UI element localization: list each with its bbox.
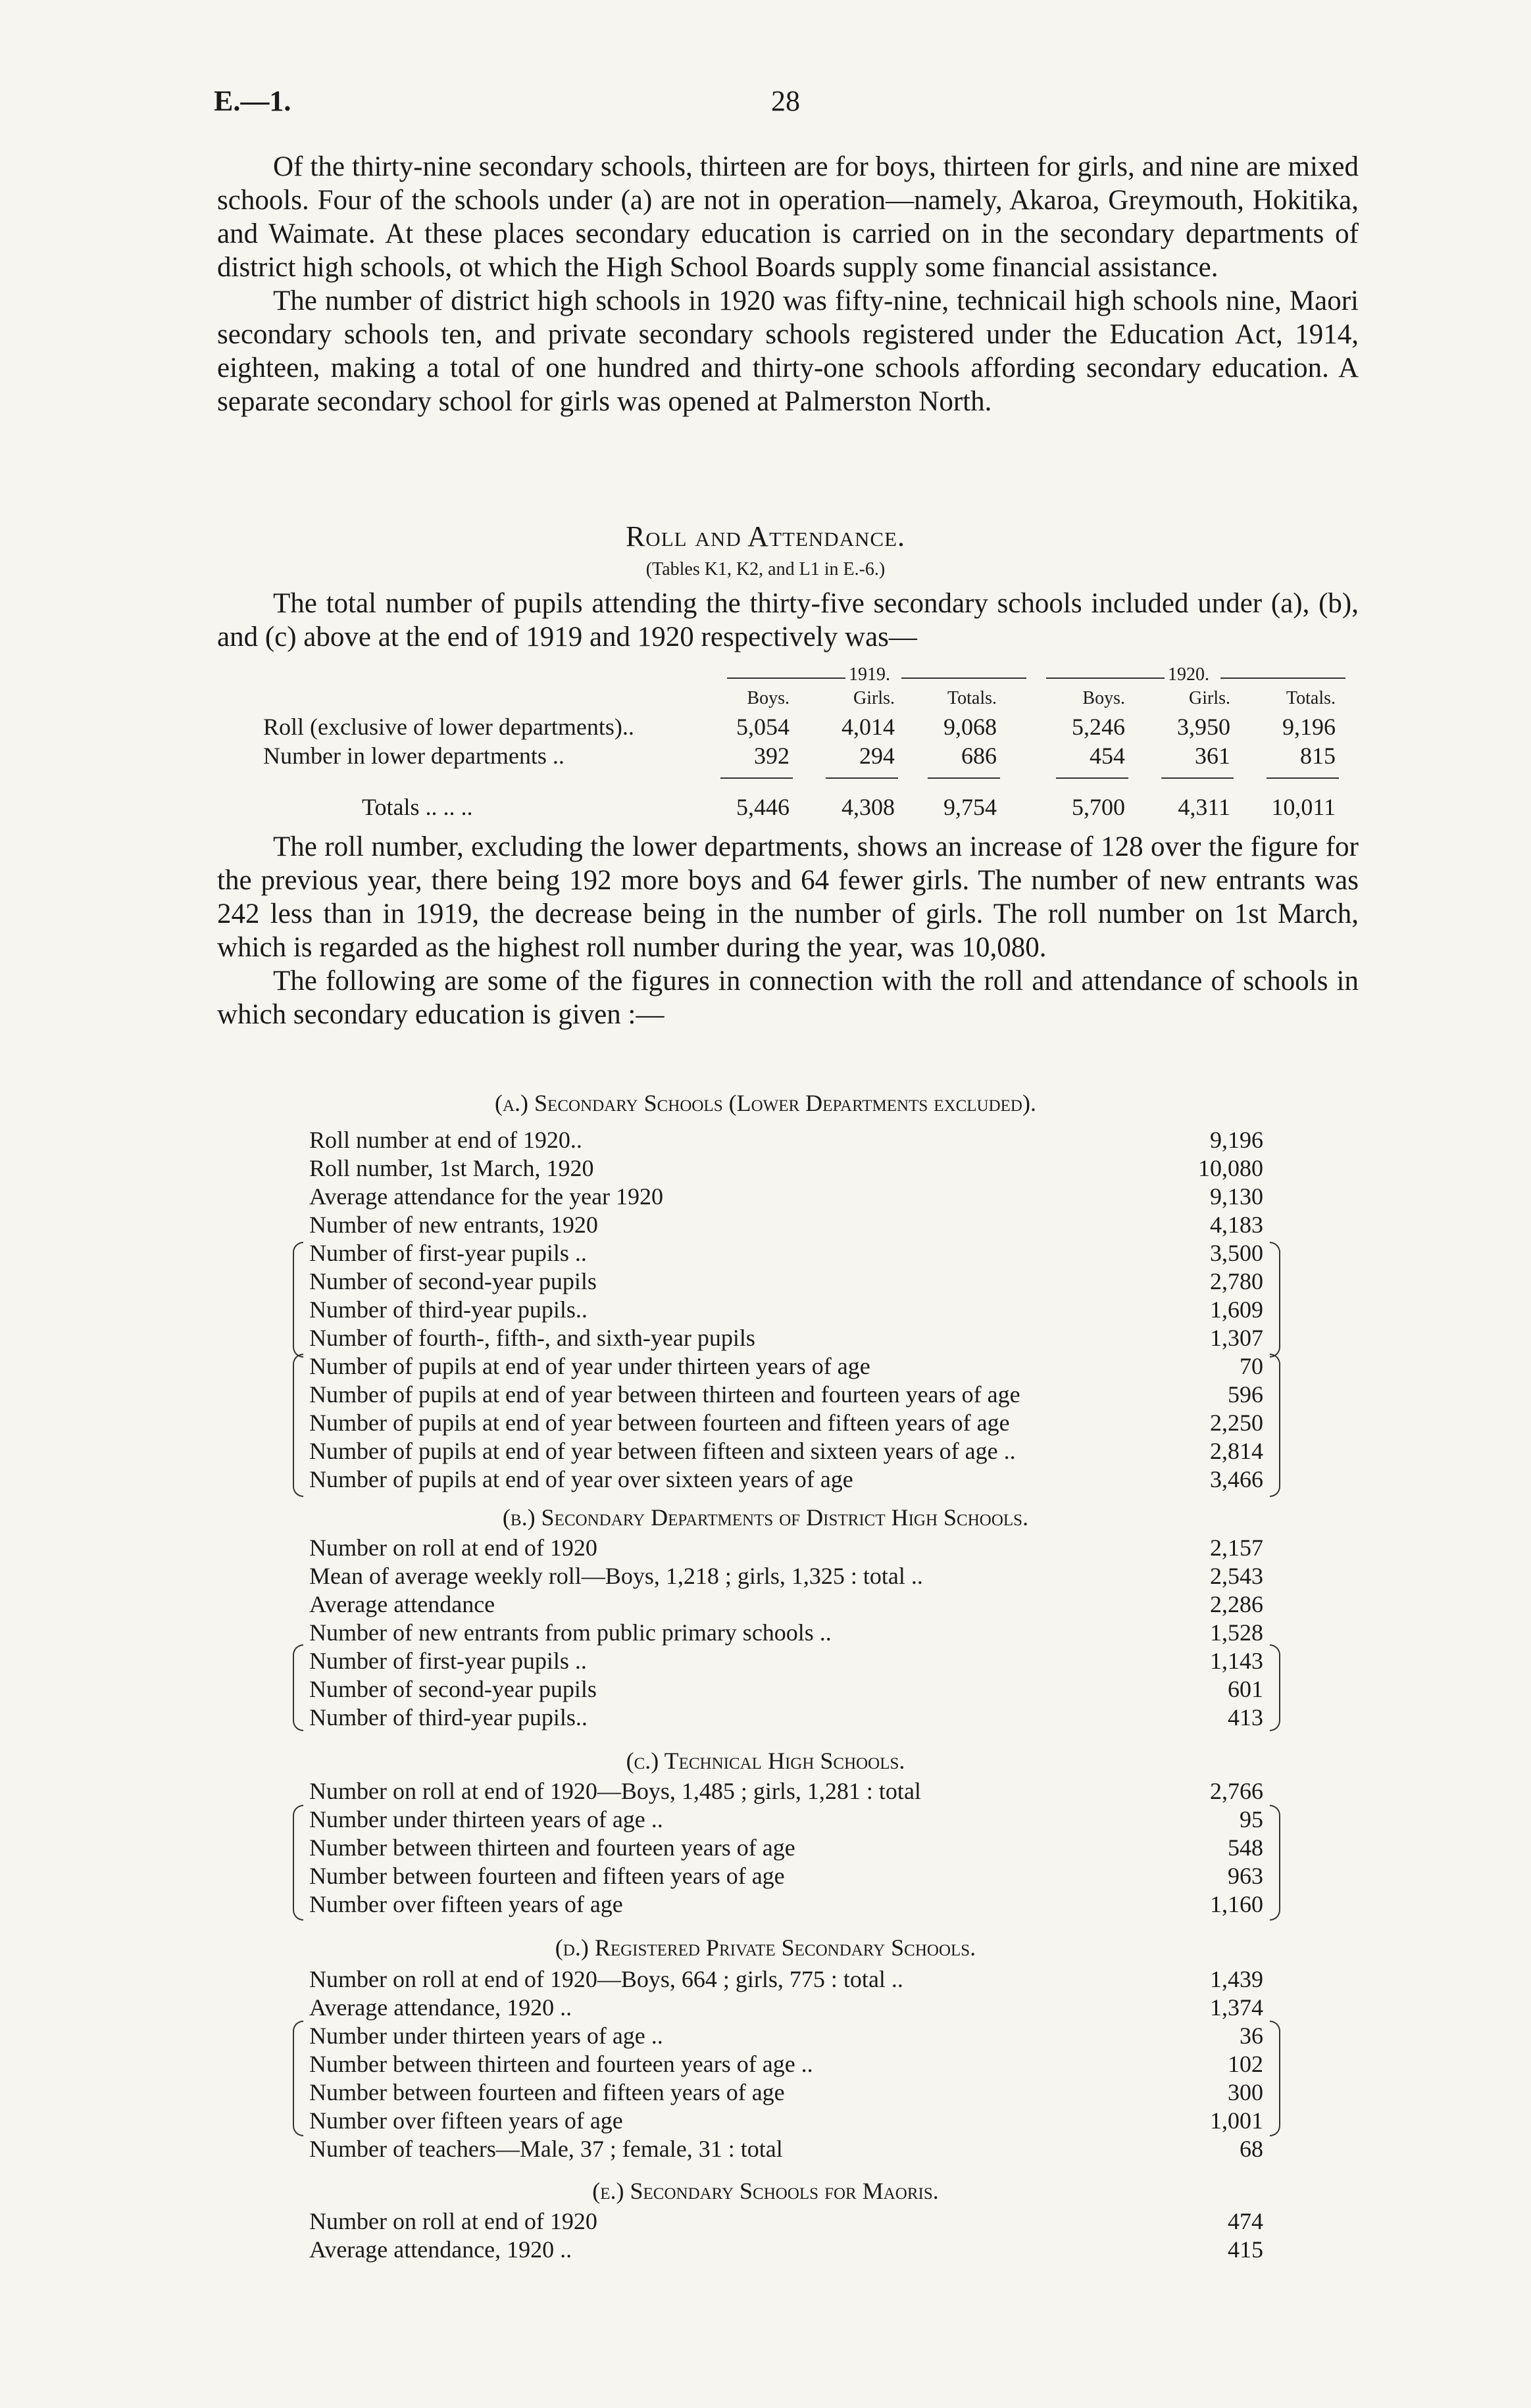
- stat-row: [309, 1154, 1263, 1182]
- roll-section-subheading: (Tables K1, K2, and L1 in E.-6.): [645, 559, 886, 579]
- table-total-cell: 5,700: [1072, 794, 1125, 820]
- stat-row: [309, 1465, 1263, 1493]
- stat-label: Roll number at end of 1920..: [309, 1127, 582, 1153]
- stat-value: 596: [1228, 1381, 1263, 1408]
- stat-label: Number of third-year pupils..: [309, 1704, 588, 1731]
- table-cell: 392: [754, 743, 790, 769]
- stat-value: 10,080: [1198, 1155, 1263, 1181]
- stat-row: [309, 1352, 1263, 1380]
- col-header: Totals.: [1286, 688, 1336, 708]
- table-cell: 9,196: [1282, 714, 1336, 740]
- stat-row: [309, 1590, 1263, 1618]
- stat-label: Average attendance, 1920 ..: [309, 2236, 572, 2263]
- table-total-cell: 5,446: [736, 794, 790, 820]
- stat-label: Number between thirteen and fourteen years of age: [309, 1834, 795, 1861]
- stat-row: [309, 2135, 1263, 2163]
- stat-value: 474: [1228, 2208, 1263, 2234]
- stat-value: 1,609: [1210, 1296, 1263, 1323]
- table-cell: 5,246: [1072, 714, 1125, 740]
- stat-row: [309, 1704, 1263, 1731]
- stat-value: 601: [1228, 1676, 1263, 1702]
- stat-value: 2,250: [1210, 1410, 1263, 1436]
- stat-row: [309, 1267, 1263, 1295]
- stat-label: Number of first-year pupils ..: [309, 1240, 587, 1266]
- stat-row: [309, 1296, 1263, 1323]
- stat-value: 415: [1228, 2236, 1263, 2263]
- stat-row: [309, 1965, 1263, 1993]
- roll-intro-paragraph: The total number of pupils attending the thirty-five secondary schools included under (a), (b), and (c) above at the end of 1919 and 1920 respectively was—: [217, 588, 1359, 652]
- analysis-paragraph-1: The roll number, excluding the lower departments, shows an increase of 128 over the figure for the previous year, there being 192 more boys and 64 fewer girls. The number of new entrants was 242 less than in 1919, the decrease being in the number of girls. The roll number on 1st March, which is regarded as the highest roll number during the year, was 10,080.: [217, 831, 1359, 963]
- stat-value: 1,439: [1210, 1966, 1263, 1992]
- table-cell: 9,068: [943, 714, 997, 740]
- col-header: Girls.: [1189, 688, 1230, 708]
- group-bracket: [1270, 1354, 1280, 1497]
- stat-label: Number between thirteen and fourteen years of age ..: [309, 2051, 813, 2077]
- intro-paragraph-2: The number of district high schools in 1920 was fifty-nine, technicail high schools nine, Maori secondary schools ten, and private secondary schools registered under the Education Act, 1914, eighteen, making a total of one hundred and thirty-one schools affording secondary education. A separate secondary school for girls was opened at Palmerston North.: [217, 285, 1359, 417]
- stat-label: Number of third-year pupils..: [309, 1296, 588, 1323]
- stat-row: [309, 2078, 1263, 2106]
- group-bracket: [293, 1644, 303, 1731]
- stat-value: 68: [1240, 2136, 1263, 2162]
- stat-label: Number of pupils at end of year between thirteen and fourteen years of age: [309, 1381, 1020, 1408]
- stat-label: Number under thirteen years of age ..: [309, 1806, 663, 1832]
- stat-row: [309, 1994, 1263, 2021]
- table-cell: 454: [1090, 743, 1125, 769]
- group-bracket: [293, 1242, 303, 1358]
- stat-row: [309, 2107, 1263, 2134]
- section-b-title: (b.) Secondary Departments of District High Schools.: [502, 1504, 1029, 1531]
- table-row-label: Roll (exclusive of lower departments)..: [263, 714, 634, 740]
- stat-value: 1,001: [1210, 2107, 1263, 2134]
- stat-value: 1,307: [1210, 1325, 1263, 1351]
- page-number: 28: [771, 85, 800, 117]
- stat-label: Number of second-year pupils: [309, 1676, 597, 1702]
- stat-row: [309, 2207, 1263, 2235]
- stat-value: 548: [1228, 1834, 1263, 1861]
- stat-label: Number on roll at end of 1920: [309, 1535, 597, 1561]
- stat-label: Number on roll at end of 1920—Boys, 664 ; girls, 775 : total ..: [309, 1966, 903, 1992]
- stat-row: [309, 1437, 1263, 1465]
- group-bracket: [1270, 1644, 1280, 1731]
- table-totals-label: Totals .. .. ..: [362, 794, 473, 820]
- group-bracket: [293, 1805, 303, 1921]
- stat-row: [309, 1862, 1263, 1890]
- stat-row: [309, 1409, 1263, 1437]
- stat-label: Number on roll at end of 1920—Boys, 1,485 ; girls, 1,281 : total: [309, 1778, 921, 1804]
- stat-row: [309, 1183, 1263, 1210]
- stat-row: [309, 1324, 1263, 1352]
- stat-value: 3,500: [1210, 1240, 1263, 1266]
- stat-row: [309, 1239, 1263, 1267]
- stat-value: 300: [1228, 2079, 1263, 2105]
- table-cell: 5,054: [736, 714, 790, 740]
- stat-value: 963: [1228, 1863, 1263, 1889]
- stat-label: Number between fourteen and fifteen years of age: [309, 1863, 785, 1889]
- stat-label: Number over fifteen years of age: [309, 1891, 623, 1917]
- stat-value: 9,196: [1210, 1127, 1263, 1153]
- stat-row: [309, 2022, 1263, 2050]
- stat-label: Number between fourteen and fifteen years of age: [309, 2079, 785, 2105]
- table-cell: 4,014: [841, 714, 895, 740]
- table-row-label: Number in lower departments ..: [263, 743, 565, 769]
- stat-label: Number of pupils at end of year between fourteen and fifteen years of age: [309, 1410, 1010, 1436]
- section-d-title: (d.) Registered Private Secondary Schools.: [555, 1934, 976, 1961]
- stat-value: 3,466: [1210, 1466, 1263, 1492]
- stat-label: Average attendance for the year 1920: [309, 1183, 664, 1210]
- stat-label: Number of pupils at end of year over sixteen years of age: [309, 1466, 853, 1492]
- analysis-text: [217, 830, 1359, 1031]
- section-a-title: (a.) Secondary Schools (Lower Departments excluded).: [495, 1090, 1036, 1116]
- stat-label: Number of teachers—Male, 37 ; female, 31 : total: [309, 2136, 783, 2162]
- stat-value: 1,143: [1210, 1648, 1263, 1674]
- stat-value: 1,160: [1210, 1891, 1263, 1917]
- stat-row: [309, 1675, 1263, 1703]
- group-bracket: [293, 1354, 303, 1497]
- roll-intro-text: [217, 587, 1359, 654]
- year-heading-1919: 1919.: [849, 664, 890, 685]
- stat-row: [309, 1834, 1263, 1861]
- table-total-cell: 4,311: [1178, 794, 1230, 820]
- stat-row: [309, 2236, 1263, 2263]
- stat-label: Number on roll at end of 1920: [309, 2208, 597, 2234]
- col-header: Boys.: [747, 688, 790, 708]
- stat-value: 2,286: [1210, 1591, 1263, 1617]
- stat-label: Number under thirteen years of age ..: [309, 2023, 663, 2049]
- group-bracket: [1270, 1805, 1280, 1921]
- stat-value: 9,130: [1210, 1183, 1263, 1210]
- stat-row: [309, 1562, 1263, 1590]
- stat-row: [309, 1647, 1263, 1675]
- stat-value: 1,528: [1210, 1619, 1263, 1646]
- year-heading-1920: 1920.: [1168, 664, 1209, 685]
- stat-value: 413: [1228, 1704, 1263, 1731]
- table-cell: 815: [1300, 743, 1336, 769]
- table-total-cell: 4,308: [841, 794, 895, 820]
- group-bracket: [1270, 1242, 1280, 1358]
- table-cell: 686: [961, 743, 997, 769]
- col-header: Totals.: [947, 688, 997, 708]
- stat-label: Number of pupils at end of year between fifteen and sixteen years of age ..: [309, 1438, 1016, 1464]
- stat-value: 2,780: [1210, 1268, 1263, 1294]
- section-c-title: (c.) Technical High Schools.: [626, 1748, 905, 1774]
- report-reference: E.—1.: [214, 85, 291, 117]
- stat-row: [309, 1381, 1263, 1408]
- stat-label: Number of second-year pupils: [309, 1268, 597, 1294]
- stat-label: Number of new entrants from public primary schools ..: [309, 1619, 832, 1646]
- stat-row: [309, 1211, 1263, 1239]
- table-total-cell: 10,011: [1271, 794, 1336, 820]
- stat-value: 2,814: [1210, 1438, 1263, 1464]
- stat-row: [309, 1806, 1263, 1833]
- col-header: Boys.: [1082, 688, 1125, 708]
- stat-row: [309, 1619, 1263, 1646]
- intro-paragraph-1: Of the thirty-nine secondary schools, thirteen are for boys, thirteen for girls, and nine are mixed schools. Four of the schools under (a) are not in operation—namely, Akaroa, Greymouth, Hokitika, and Waimate. At these places secondary education is carried on in the secondary departments of district high schools, ot which the High School Boards supply some financial assistance.: [217, 151, 1359, 283]
- stat-value: 70: [1240, 1353, 1263, 1379]
- group-bracket: [293, 2021, 303, 2136]
- stat-value: 36: [1240, 2023, 1263, 2049]
- table-total-cell: 9,754: [943, 794, 997, 820]
- stat-row: [309, 1126, 1263, 1154]
- intro-text: [217, 150, 1359, 418]
- group-bracket: [1270, 2021, 1280, 2136]
- stat-label: Number over fifteen years of age: [309, 2107, 623, 2134]
- stat-value: 2,543: [1210, 1563, 1263, 1589]
- roll-section-heading: Roll and Attendance.: [625, 520, 906, 553]
- stat-value: 2,766: [1210, 1778, 1263, 1804]
- stat-value: 102: [1228, 2051, 1263, 2077]
- stat-label: Number of fourth-, fifth-, and sixth-year pupils: [309, 1325, 755, 1351]
- stat-label: Number of pupils at end of year under thirteen years of age: [309, 1353, 870, 1379]
- stat-label: Number of first-year pupils ..: [309, 1648, 587, 1674]
- stat-label: Average attendance: [309, 1591, 495, 1617]
- stat-label: Roll number, 1st March, 1920: [309, 1155, 594, 1181]
- table-cell: 3,950: [1177, 714, 1230, 740]
- stat-value: 1,374: [1210, 1994, 1263, 2021]
- stat-row: [309, 1534, 1263, 1561]
- stat-label: Number of new entrants, 1920: [309, 1212, 598, 1238]
- table-cell: 361: [1195, 743, 1230, 769]
- section-e-title: (e.) Secondary Schools for Maoris.: [592, 2178, 939, 2204]
- stat-value: 95: [1240, 1806, 1263, 1832]
- stat-value: 2,157: [1210, 1535, 1263, 1561]
- stat-value: 4,183: [1210, 1212, 1263, 1238]
- stat-label: Average attendance, 1920 ..: [309, 1994, 572, 2021]
- stat-row: [309, 1890, 1263, 1918]
- analysis-paragraph-2: The following are some of the figures in connection with the roll and attendance of schools in which secondary education is given :—: [217, 966, 1359, 1030]
- stat-row: [309, 1777, 1263, 1805]
- stat-label: Mean of average weekly roll—Boys, 1,218 ; girls, 1,325 : total ..: [309, 1563, 923, 1589]
- col-header: Girls.: [853, 688, 895, 708]
- stat-row: [309, 2050, 1263, 2078]
- table-cell: 294: [859, 743, 895, 769]
